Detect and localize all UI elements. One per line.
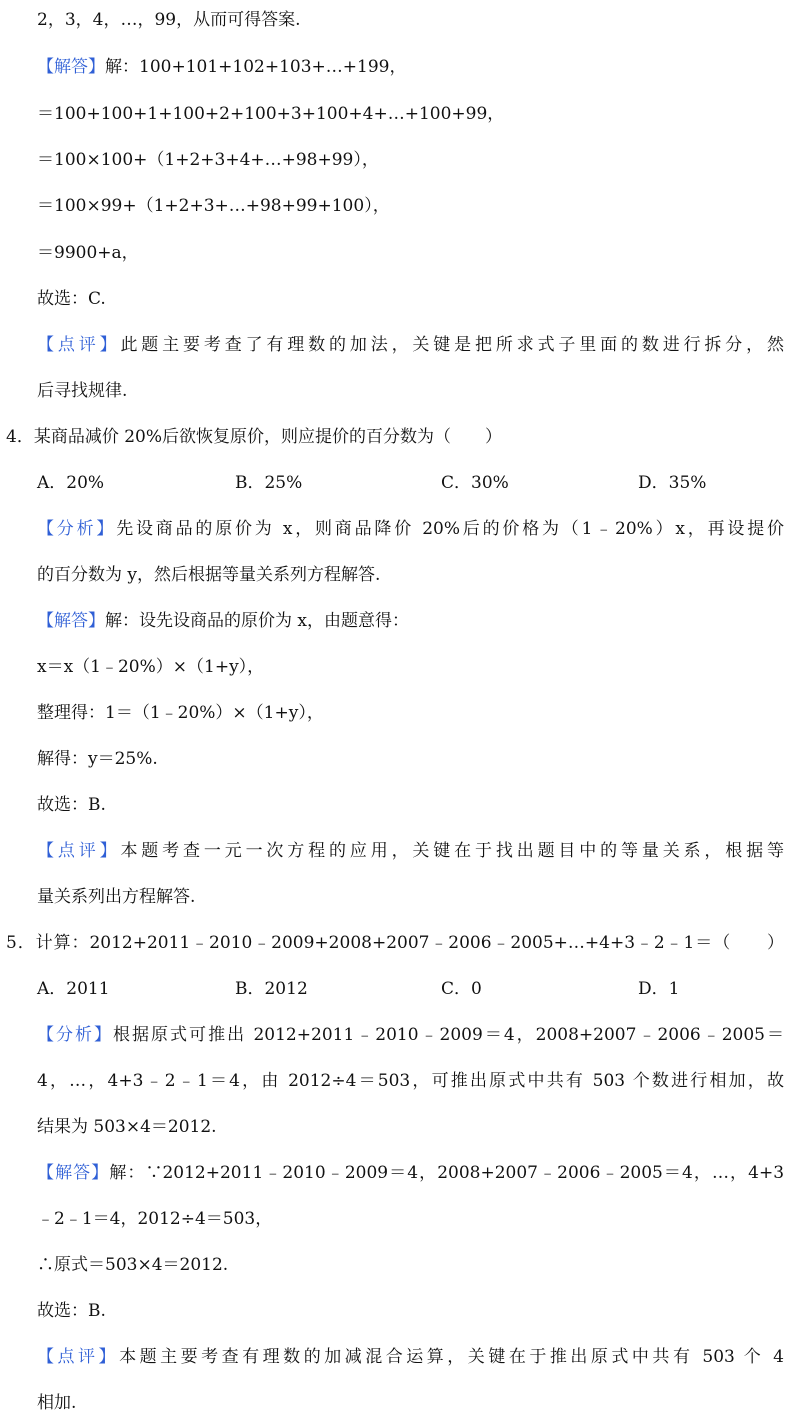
- question-5-stem: 5．计算：2012+2011﹣2010﹣2009+2008+2007﹣2006﹣2005+…+4+3﹣2﹣1＝（ ）: [6, 933, 784, 953]
- q4-solution-step: 解得：y＝25%.: [37, 749, 158, 769]
- q5-solution-step: ∴原式＝503×4＝2012.: [37, 1255, 229, 1275]
- prev-solution-step: ＝100×99+（1+2+3+…+98+99+100），: [37, 196, 390, 216]
- prev-solution-line: 【解答】解：100+101+102+103+…+199，: [37, 57, 407, 77]
- prev-comment-cont: 后寻找规律.: [37, 381, 128, 401]
- q4-option-b: B．25%: [235, 473, 303, 493]
- prev-analysis-tail: 2，3，4，…，99，从而可得答案.: [37, 10, 301, 30]
- q5-option-a: A．2011: [37, 979, 110, 999]
- prev-solution-step: ＝100+100+1+100+2+100+3+100+4+…+100+99，: [37, 104, 505, 124]
- q4-solution: 【解答】解：设先设商品的原价为 x，由题意得：: [37, 611, 409, 631]
- analysis-tag: 【分析】: [37, 519, 117, 539]
- comment-tag: 【点评】: [37, 335, 121, 355]
- q4-solution-step: 整理得：1＝（1﹣20%）×（1+y），: [37, 703, 324, 723]
- q5-comment: 【点评】本题主要考查有理数的加减混合运算，关键在于推出原式中共有 503 个 4: [37, 1347, 784, 1367]
- q4-analysis-cont: 的百分数为 y，然后根据等量关系列方程解答.: [37, 565, 381, 585]
- q5-analysis-cont: 4，…，4+3﹣2﹣1＝4，由 2012÷4＝503，可推出原式中共有 503 个数进行相加，故: [37, 1071, 784, 1091]
- q4-comment: 【点评】本题考查一元一次方程的应用，关键在于找出题目中的等量关系，根据等: [37, 841, 785, 861]
- solution-tag: 【解答】: [37, 57, 105, 77]
- prev-solution-step: ＝100×100+（1+2+3+4+…+98+99），: [37, 150, 379, 170]
- analysis-tag: 【分析】: [37, 1025, 114, 1045]
- q5-analysis-cont: 结果为 503×4＝2012.: [37, 1117, 217, 1137]
- prev-solution-step: ＝9900+a，: [37, 243, 139, 263]
- q4-solution-step: x＝x（1﹣20%）×（1+y），: [37, 657, 265, 677]
- q4-option-d: D．35%: [638, 473, 707, 493]
- q4-analysis: 【分析】先设商品的原价为 x，则商品降价 20%后的价格为（1﹣20%）x，再设提价: [37, 519, 784, 539]
- q5-option-c: C．0: [441, 979, 482, 999]
- solution-tag: 【解答】: [37, 1163, 110, 1183]
- q4-option-a: A．20%: [37, 473, 105, 493]
- q4-comment-cont: 量关系列出方程解答.: [37, 887, 196, 907]
- prev-answer: 故选：C.: [37, 289, 106, 309]
- solution-tag: 【解答】: [37, 611, 105, 631]
- q5-option-d: D．1: [638, 979, 680, 999]
- q4-option-c: C．30%: [441, 473, 509, 493]
- comment-tag: 【点评】: [37, 841, 121, 861]
- q5-option-b: B．2012: [235, 979, 308, 999]
- q4-answer: 故选：B.: [37, 795, 106, 815]
- q5-analysis: 【分析】根据原式可推出 2012+2011﹣2010﹣2009＝4，2008+2007﹣2006﹣2005＝: [37, 1025, 784, 1045]
- comment-tag: 【点评】: [37, 1347, 120, 1367]
- q5-solution-cont: ﹣2﹣1＝4，2012÷4＝503，: [37, 1209, 273, 1229]
- q5-answer: 故选：B.: [37, 1301, 106, 1321]
- prev-comment: 【点评】此题主要考查了有理数的加法，关键是把所求式子里面的数进行拆分，然: [37, 335, 785, 355]
- q5-solution: 【解答】解：∵2012+2011﹣2010﹣2009＝4，2008+2007﹣2006﹣2005＝4，…，4+3: [37, 1163, 785, 1183]
- q5-comment-cont: 相加.: [37, 1393, 77, 1413]
- question-4-stem: 4．某商品减价 20%后欲恢复原价，则应提价的百分数为（ ）: [6, 427, 503, 447]
